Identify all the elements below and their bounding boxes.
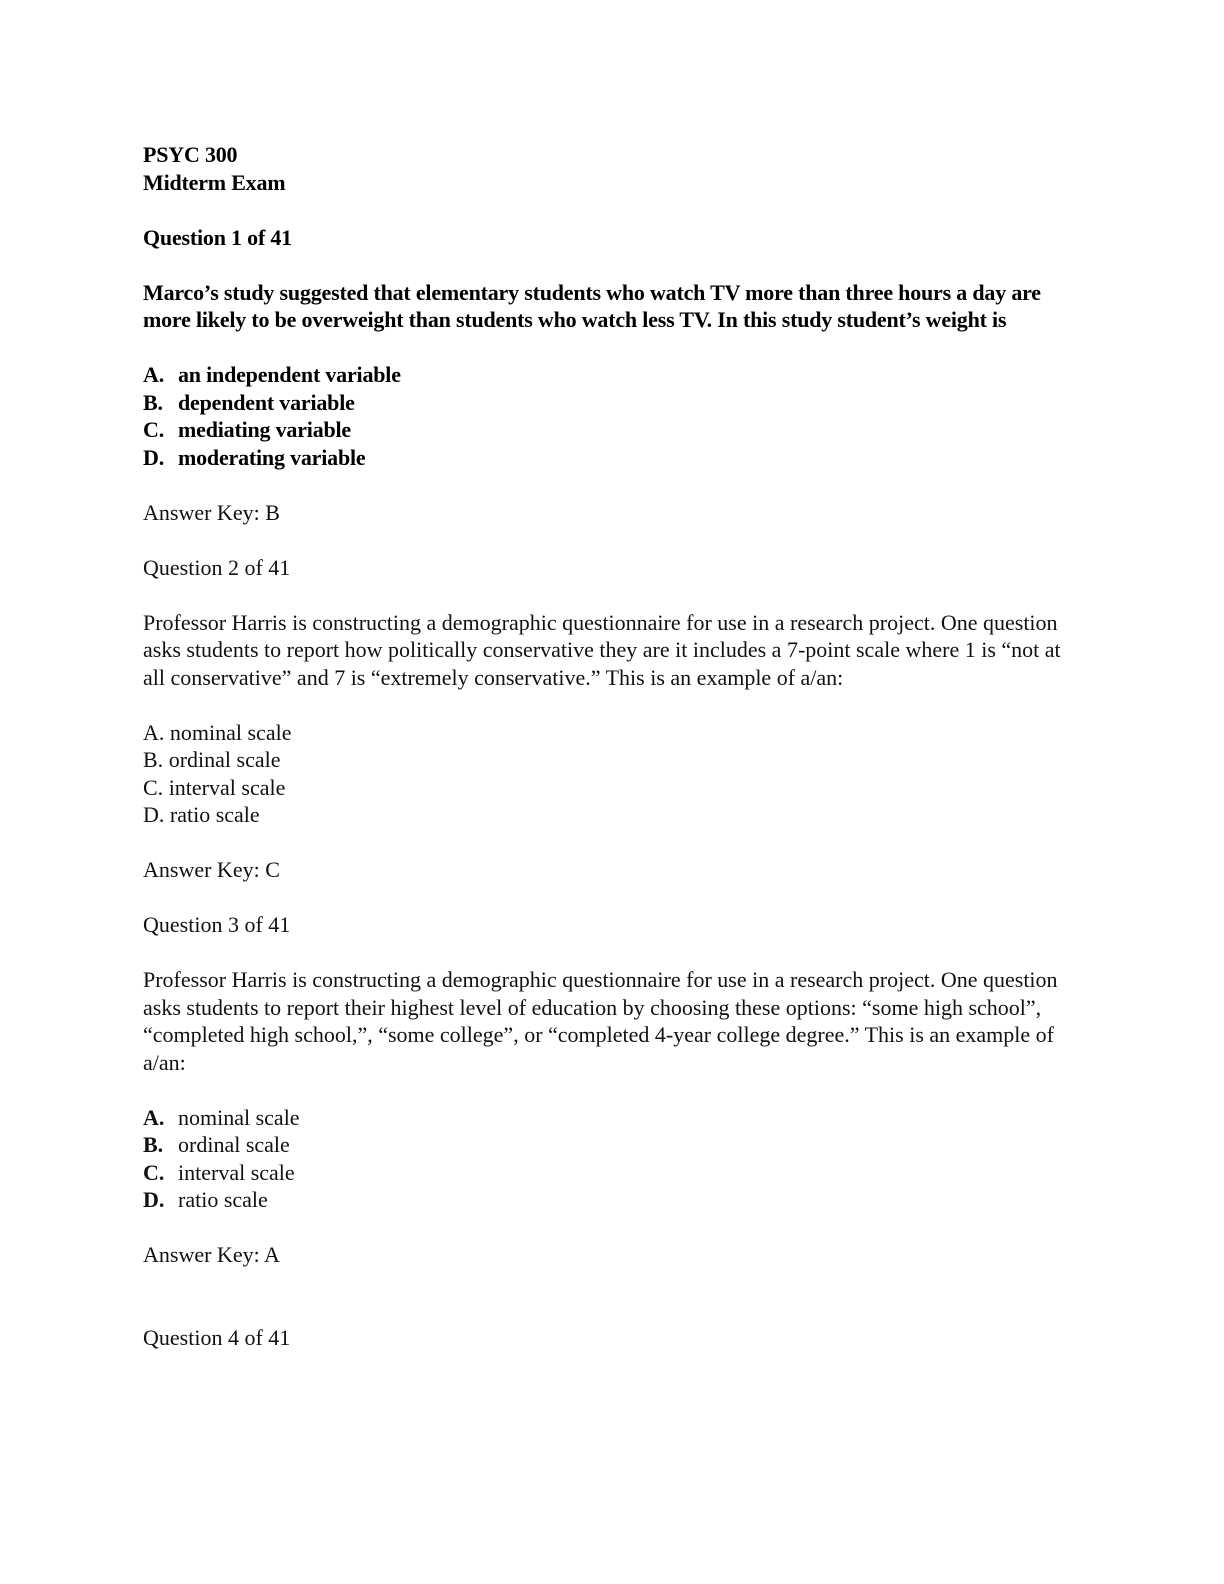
question-3 — [143, 911, 1083, 1269]
option-d — [143, 801, 1083, 829]
option-letter: D. — [143, 1187, 165, 1212]
option-text: mediating variable — [178, 417, 352, 442]
question-heading: Question 3 of 41 — [143, 912, 291, 937]
question-heading: Question 2 of 41 — [143, 554, 291, 580]
option-letter: C. — [143, 774, 164, 800]
question-heading: Question 1 of 41 — [143, 224, 292, 250]
option-c — [143, 416, 1083, 444]
option-b — [143, 1131, 1083, 1159]
option-c — [143, 774, 1083, 802]
option-d — [143, 1186, 1083, 1214]
option-b — [143, 389, 1083, 417]
option-text: nominal scale — [169, 719, 292, 745]
option-c — [143, 1159, 1083, 1187]
option-letter: B. — [143, 389, 163, 415]
question-stem: Professor Harris is constructing a demographic questionnaire for use in a research project. One question asks students to report how politically conservative they are it includes a 7-point scale where 1 is “not at all conservative” and 7 is “extremely conservative.” This is an example of a/an: — [143, 609, 1061, 690]
option-a — [143, 1104, 1083, 1132]
exam-header — [143, 141, 1083, 196]
question-1 — [143, 224, 1083, 472]
option-letter: C. — [143, 1159, 165, 1185]
option-letter: A. — [143, 719, 165, 745]
question-4 — [143, 1324, 1083, 1352]
option-letter: D. — [143, 802, 165, 827]
option-text: ordinal scale — [178, 1132, 290, 1157]
option-text: ordinal scale — [168, 747, 281, 772]
option-letter: C. — [143, 417, 164, 442]
answer-options — [143, 361, 1083, 471]
option-letter: B. — [143, 1132, 164, 1157]
question-stem: Marco’s study suggested that elementary students who watch TV more than three hours a day are more likely to be overweight than students who watch less TV. In this study student’s weight is — [143, 279, 1041, 332]
option-text: interval scale — [168, 774, 286, 800]
exam-page — [143, 141, 1083, 1351]
option-text: dependent variable — [178, 389, 355, 415]
option-letter: B. — [143, 747, 164, 772]
course-title: PSYC 300 — [143, 142, 238, 167]
answer-options — [143, 1104, 1083, 1214]
option-a — [143, 719, 1083, 747]
option-d — [143, 444, 1083, 472]
option-letter: A. — [143, 1104, 165, 1130]
option-text: moderating variable — [178, 444, 366, 470]
question-2 — [143, 554, 1083, 884]
option-a — [143, 361, 1083, 389]
exam-title: Midterm Exam — [143, 169, 286, 195]
answer-key: Answer Key: B — [143, 499, 280, 525]
answer-options — [143, 719, 1083, 829]
answer-key: Answer Key: C — [143, 857, 280, 882]
option-text: ratio scale — [178, 1187, 268, 1212]
answer-key: Answer Key: A — [143, 1242, 280, 1267]
option-text: interval scale — [178, 1159, 295, 1185]
option-b — [143, 746, 1083, 774]
option-text: an independent variable — [178, 362, 401, 387]
question-stem: Professor Harris is constructing a demographic questionnaire for use in a research project. One question asks students to report their highest level of education by choosing these options: “some high school”, “completed high school,”, “some college”, or “completed 4-year college degree.” This is an example of a/an: — [143, 967, 1058, 1075]
option-letter: A. — [143, 362, 164, 387]
question-heading: Question 4 of 41 — [143, 1324, 291, 1350]
option-letter: D. — [143, 444, 164, 470]
option-text: ratio scale — [169, 802, 260, 827]
option-text: nominal scale — [178, 1104, 300, 1130]
